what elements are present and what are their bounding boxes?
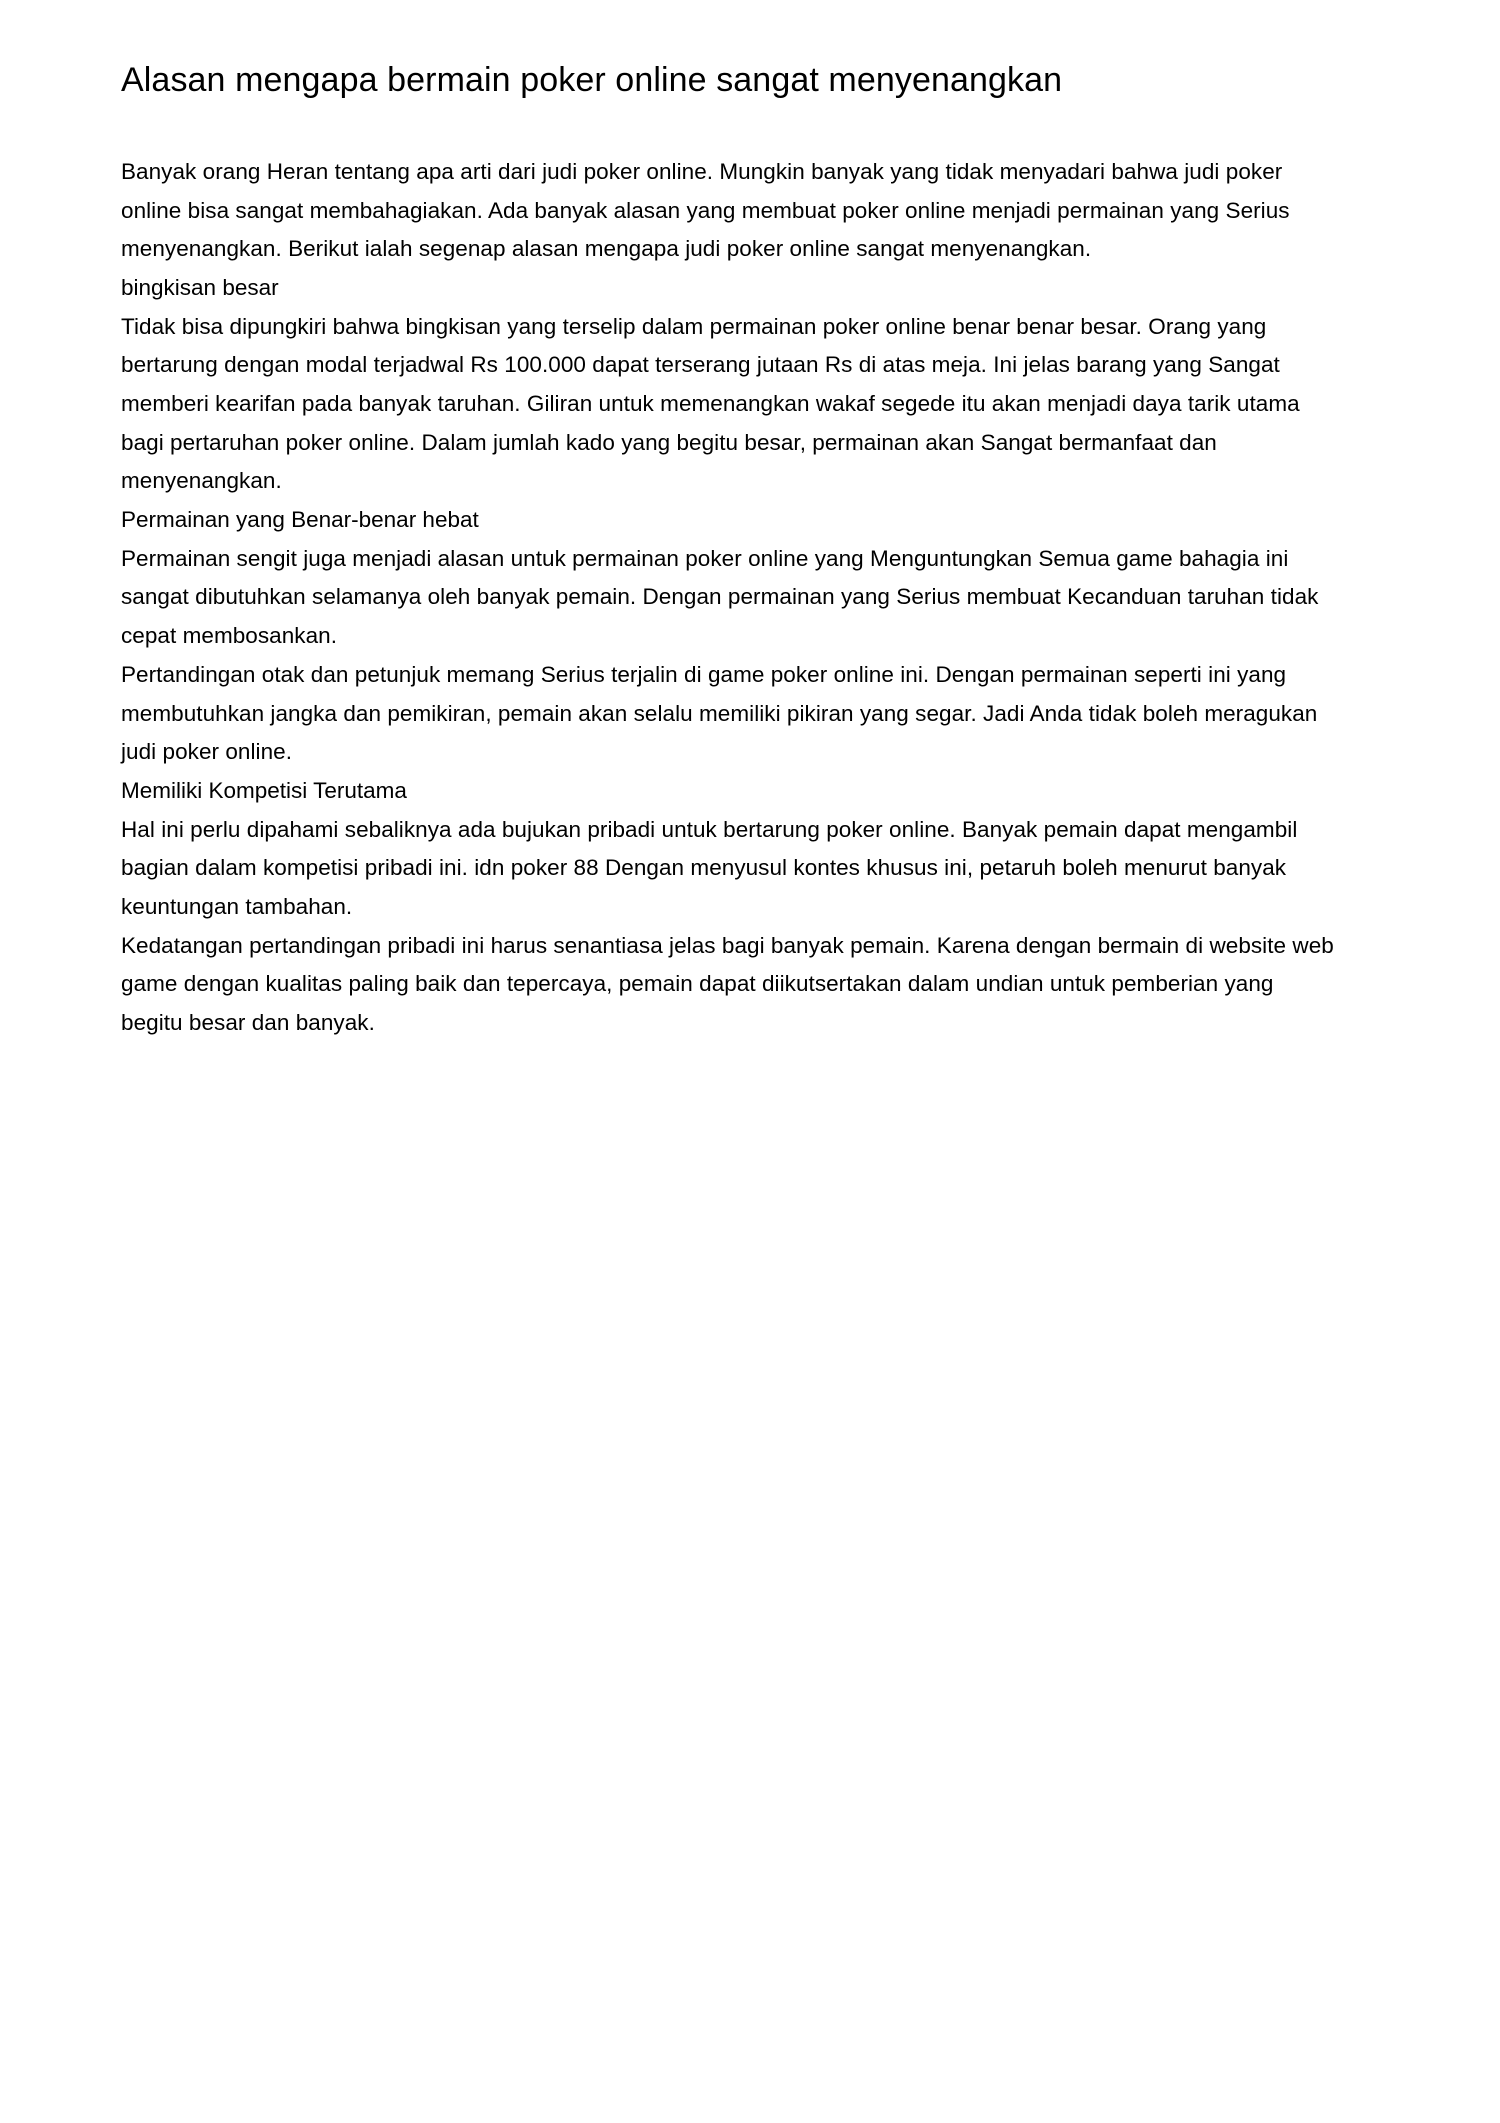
paragraph-pertandingan-otak: Pertandingan otak dan petunjuk memang Serius terjalin di game poker online ini. Dengan permainan seperti ini yang membutuhkan jangka dan pemikiran, pemain akan selalu memiliki pikiran yang segar. Jadi Anda tidak boleh meragukan judi poker online. (121, 661, 1318, 765)
page-title: Alasan mengapa bermain poker online sangat menyenangkan (121, 61, 1063, 99)
section-heading-bingkisan-besar: bingkisan besar (121, 274, 279, 300)
section-heading-kompetisi-terutama: Memiliki Kompetisi Terutama (121, 777, 407, 803)
paragraph-kompetisi-pribadi: Hal ini perlu dipahami sebaliknya ada bujukan pribadi untuk bertarung poker online. Banyak pemain dapat mengambil bagian dalam kompetisi pribadi ini. idn poker 88 Dengan menyusul kontes khusus ini, petaruh boleh menurut banyak keuntungan tambahan. (121, 816, 1298, 919)
paragraph-bingkisan-besar: Tidak bisa dipungkiri bahwa bingkisan yang terselip dalam permainan poker online benar benar besar. Orang yang bertarung dengan modal terjadwal Rs 100.000 dapat terserang jutaan Rs di atas meja. Ini jelas barang yang Sangat memberi kearifan pada banyak taruhan. Giliran untuk memenangkan wakaf segede itu akan menjadi daya tarik utama bagi pertaruhan poker online. Dalam jumlah kado yang begitu besar, permainan akan Sangat bermanfaat dan menyenangkan. (121, 313, 1300, 494)
section-heading-permainan-hebat: Permainan yang Benar-benar hebat (121, 507, 479, 533)
paragraph-kedatangan-pertandingan: Kedatangan pertandingan pribadi ini harus senantiasa jelas bagi banyak pemain. Karena dengan bermain di website web game dengan kualitas paling baik dan tepercaya, pemain dapat diikutsertakan dalam undian untuk pemberian yang begitu besar dan banyak. (121, 932, 1334, 1035)
paragraph-permainan-sengit: Permainan sengit juga menjadi alasan untuk permainan poker online yang Menguntungkan Semua game bahagia ini sangat dibutuhkan selamanya oleh banyak pemain. Dengan permainan yang Serius membuat Kecanduan taruhan tidak cepat membosankan. (121, 545, 1319, 649)
document-body (121, 153, 1380, 1043)
paragraph-intro: Banyak orang Heran tentang apa arti dari judi poker online. Mungkin banyak yang tidak menyadari bahwa judi poker online bisa sangat membahagiakan. Ada banyak alasan yang membuat poker online menjadi permainan yang Serius menyenangkan. Berikut ialah segenap alasan mengapa judi poker online sangat menyenangkan. (121, 158, 1290, 262)
